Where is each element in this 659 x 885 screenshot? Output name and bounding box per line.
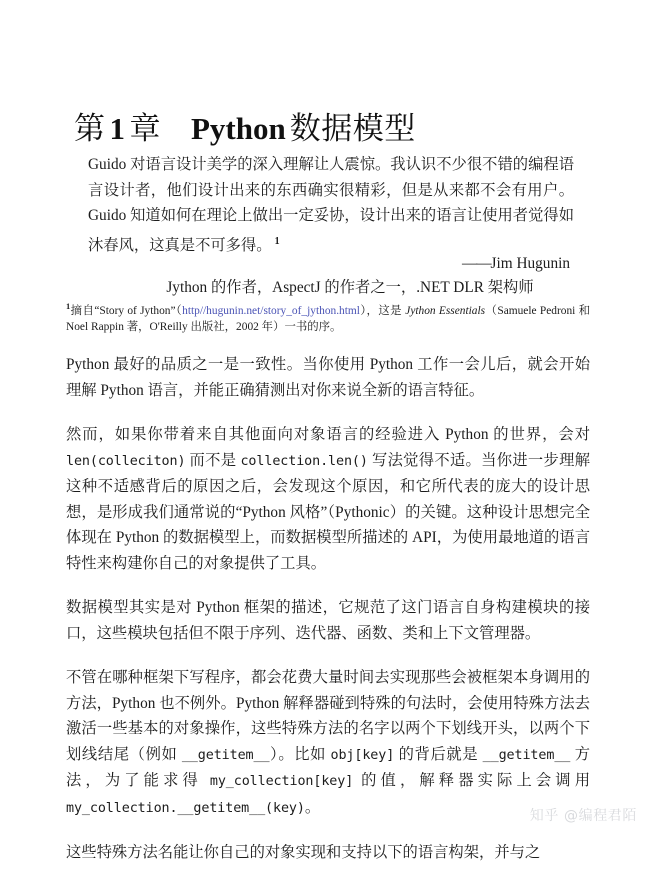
footnote-marker: 1: [66, 301, 71, 311]
inline-code: __getitem__: [482, 747, 571, 763]
body-text-container: [66, 352, 590, 885]
epigraph-footnote-marker: 1: [274, 235, 280, 247]
footnote-book-title: Jython Essentials: [405, 304, 486, 317]
chapter-heading: [74, 109, 416, 149]
footnote-tail: （Samuele Pedroni 和 Noel Rappin 著，O'Reilly 出版社，2002 年）一书的序。: [66, 304, 590, 334]
footnote-lead: 摘自“Story of Jython”（: [70, 304, 183, 317]
prose-run: 的背后就是: [394, 745, 483, 763]
footnote-link[interactable]: http//hugunin.net/story_of_jython.html: [182, 304, 360, 317]
inline-code: obj[key]: [330, 747, 395, 763]
inline-code: my_collection.__getitem__(key): [66, 800, 305, 816]
para-4: [66, 665, 590, 821]
attribution-dash: ——: [461, 255, 491, 272]
epigraph-text: Guido 对语言设计美学的深入理解让人震惊。我认识不少很不错的编程语言设计者，他们设计出来的东西确实很精彩，但是从来都不会有用户。Guido 知道如何在理论上做出一定妥协，设计出来的语言让使用者觉得如沐春风，这真是不可多得。: [88, 156, 574, 254]
chapter-title-latin: Python: [191, 110, 286, 146]
attribution-name-line: [88, 252, 574, 276]
para-1: [66, 352, 590, 403]
chapter-unit: 章: [129, 110, 161, 146]
prose-run: 的值，解释器实际上会调用: [353, 772, 590, 789]
prose-run: Python 最好的品质之一是一致性。当你使用 Python 工作一会儿后，就会开始理解 Python 语言，并能正确猜测出对你来说全新的语言特征。: [66, 356, 590, 399]
prose-run: 而不是: [185, 451, 241, 469]
prose-run: 不管在哪种框架下写程序，都会花费大量时间去实现那些会被框架本身调用的方法，Python 也不例外。Python 解释器碰到特殊的句法时，会使用特殊方法去激活一些基本的对象操作，这些特殊方法的名字以两个下划线开头，以两个下划线结尾（例如: [66, 669, 590, 763]
prose-run: 方法，为了能求得: [66, 745, 590, 789]
para-3: [66, 595, 590, 646]
epigraph-attribution: [88, 252, 574, 300]
inline-code: my_collection[key]: [209, 774, 354, 789]
prose-run: 数据模型其实是对 Python 框架的描述，它规范了这门语言自身构建模块的接口，这些模块包括但不限于序列、迭代器、函数、类和上下文管理器。: [66, 599, 590, 642]
inline-code: collection.len(): [240, 453, 368, 469]
watermark: 知乎 @编程君陌: [529, 808, 637, 824]
para-2: [66, 422, 590, 576]
para-5: [66, 840, 590, 866]
epigraph-quote: [88, 152, 574, 258]
footnote: [66, 298, 590, 336]
prose-run: 。: [304, 798, 321, 816]
prose-run: ）。比如: [269, 745, 331, 763]
attribution-role: Jython 的作者，AspectJ 的作者之一，.NET DLR 架构师: [166, 279, 534, 296]
inline-code: __getitem__: [181, 747, 270, 763]
attribution-name: Jim Hugunin: [490, 255, 570, 272]
prose-run: 然而，如果你带着来自其他面向对象语言的经验进入 Python 的世界，会对: [66, 426, 590, 443]
chapter-title-cjk: 数据模型: [289, 110, 416, 146]
chapter-label: 第: [74, 110, 106, 146]
inline-code: len(colleciton): [66, 453, 186, 469]
prose-run: 这些特殊方法名能让你自己的对象实现和支持以下的语言构架，并与之: [66, 844, 541, 861]
footnote-middle: ），这是: [359, 304, 406, 317]
chapter-number: 1: [109, 110, 126, 146]
prose-run: 写法觉得不适。当你进一步理解这种不适感背后的原因之后，会发现这个原因，和它所代表的庞大的设计思想，是形成我们通常说的“Python 风格”（Pythonic）的关键。这种设计思想完全体现在 Python 的数据模型上，而数据模型所描述的 API，为使用最地道的语言特性来构建你自己的对象提供了工具。: [66, 451, 590, 572]
